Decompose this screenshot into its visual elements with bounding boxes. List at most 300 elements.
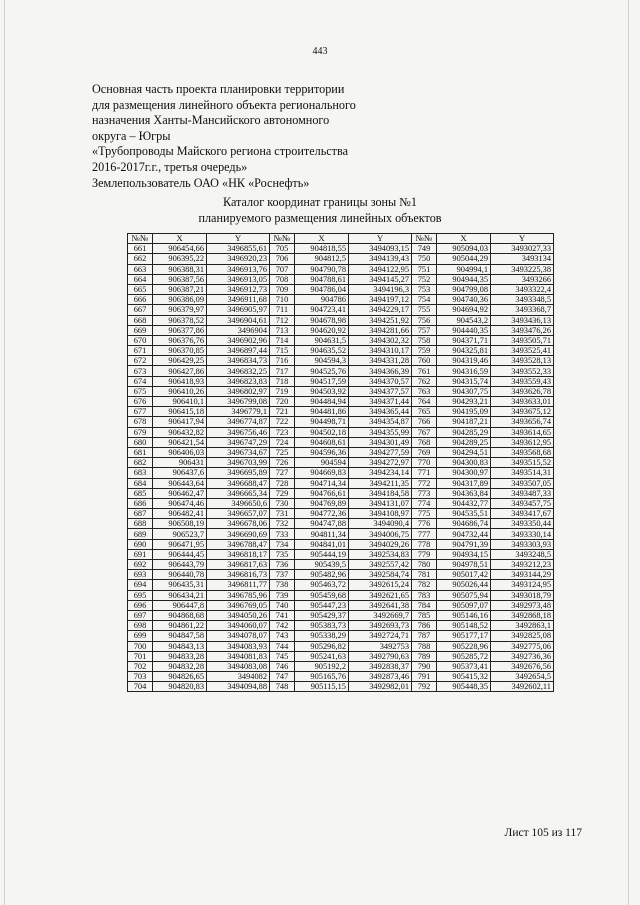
y-coordinate-cell: 3492602,11 (491, 682, 554, 692)
point-number-cell: 734 (270, 539, 295, 549)
y-coordinate-cell: 3496913,05 (207, 274, 270, 284)
y-coordinate-cell: 3496769,05 (207, 600, 270, 610)
point-number-cell: 728 (270, 478, 295, 488)
y-coordinate-cell: 3496799,08 (207, 397, 270, 407)
y-coordinate-cell: 3494211,35 (349, 478, 412, 488)
point-number-cell: 687 (128, 509, 153, 519)
y-coordinate-cell: 3496816,73 (207, 570, 270, 580)
x-coordinate-cell: 904517,59 (295, 376, 349, 386)
x-coordinate-cell: 906482,41 (153, 509, 207, 519)
table-row (128, 651, 554, 661)
y-coordinate-cell: 3496788,47 (207, 539, 270, 549)
y-coordinate-cell: 3494083,93 (207, 641, 270, 651)
y-coordinate-cell: 3493368,7 (491, 305, 554, 315)
point-number-cell: 780 (412, 560, 437, 570)
point-number-cell: 792 (412, 682, 437, 692)
x-coordinate-cell: 904502,18 (295, 427, 349, 437)
x-coordinate-cell: 905017,42 (437, 570, 491, 580)
point-number-cell: 729 (270, 488, 295, 498)
table-row (128, 305, 554, 315)
point-number-cell: 684 (128, 478, 153, 488)
point-number-cell: 741 (270, 610, 295, 620)
y-coordinate-cell: 3496902,96 (207, 335, 270, 345)
x-coordinate-cell: 904669,83 (295, 468, 349, 478)
x-coordinate-cell: 904740,36 (437, 295, 491, 305)
table-row (128, 244, 554, 254)
table-row (128, 509, 554, 519)
y-coordinate-cell: 3494094,88 (207, 682, 270, 692)
x-coordinate-cell: 904747,88 (295, 519, 349, 529)
point-number-cell: 768 (412, 437, 437, 447)
y-coordinate-cell: 3492753 (349, 641, 412, 651)
table-row (128, 672, 554, 682)
x-coordinate-cell: 905094,03 (437, 244, 491, 254)
y-coordinate-cell: 3494090,4 (349, 519, 412, 529)
point-number-cell: 779 (412, 549, 437, 559)
x-coordinate-cell: 904596,36 (295, 447, 349, 457)
point-number-cell: 676 (128, 397, 153, 407)
y-coordinate-cell: 3493212,23 (491, 560, 554, 570)
y-coordinate-cell: 3496904,61 (207, 315, 270, 325)
point-number-cell: 698 (128, 621, 153, 631)
y-coordinate-cell: 3496688,47 (207, 478, 270, 488)
table-row (128, 325, 554, 335)
y-coordinate-cell: 3493626,78 (491, 386, 554, 396)
y-coordinate-cell: 3496695,89 (207, 468, 270, 478)
x-coordinate-cell: 904811,34 (295, 529, 349, 539)
y-coordinate-cell: 3493552,33 (491, 366, 554, 376)
header-line: округа – Югры (92, 128, 171, 143)
table-row (128, 661, 554, 671)
y-coordinate-cell: 3494251,92 (349, 315, 412, 325)
y-coordinate-cell: 3493633,01 (491, 397, 554, 407)
point-number-cell: 736 (270, 560, 295, 570)
table-row (128, 488, 554, 498)
point-number-cell: 750 (412, 254, 437, 264)
y-coordinate-cell: 3493018,79 (491, 590, 554, 600)
y-coordinate-cell: 3496818,17 (207, 549, 270, 559)
y-coordinate-cell: 3496905,97 (207, 305, 270, 315)
table-row (128, 284, 554, 294)
y-coordinate-cell: 3494081,83 (207, 651, 270, 661)
y-coordinate-cell: 3494355,99 (349, 427, 412, 437)
y-coordinate-cell: 3492654,5 (491, 672, 554, 682)
point-number-cell: 672 (128, 356, 153, 366)
header-line: 2016-2017г.г., третья очередь» (92, 159, 248, 174)
y-coordinate-cell: 3494122,95 (349, 264, 412, 274)
y-coordinate-cell: 3494050,26 (207, 610, 270, 620)
y-coordinate-cell: 3496920,23 (207, 254, 270, 264)
point-number-cell: 781 (412, 570, 437, 580)
y-coordinate-cell: 3496756,46 (207, 427, 270, 437)
y-coordinate-cell: 3494277,59 (349, 447, 412, 457)
x-coordinate-cell: 904934,15 (437, 549, 491, 559)
table-row (128, 560, 554, 570)
x-coordinate-cell: 904826,65 (153, 672, 207, 682)
y-coordinate-cell: 3496802,97 (207, 386, 270, 396)
y-coordinate-cell: 3493568,68 (491, 447, 554, 457)
point-number-cell: 670 (128, 335, 153, 345)
table-row (128, 295, 554, 305)
point-number-cell: 690 (128, 539, 153, 549)
point-number-cell: 773 (412, 488, 437, 498)
x-coordinate-cell: 904714,34 (295, 478, 349, 488)
y-coordinate-cell: 3492693,73 (349, 621, 412, 631)
y-coordinate-cell: 3494006,75 (349, 529, 412, 539)
column-header: №№ (128, 234, 153, 244)
y-coordinate-cell: 3496747,29 (207, 437, 270, 447)
point-number-cell: 668 (128, 315, 153, 325)
x-coordinate-cell: 904317,89 (437, 478, 491, 488)
y-coordinate-cell: 3494301,49 (349, 437, 412, 447)
y-coordinate-cell: 3494370,57 (349, 376, 412, 386)
y-coordinate-cell: 3493266 (491, 274, 554, 284)
y-coordinate-cell: 3496913,76 (207, 264, 270, 274)
y-coordinate-cell: 3493225,38 (491, 264, 554, 274)
x-coordinate-cell: 904289,25 (437, 437, 491, 447)
y-coordinate-cell: 3492982,01 (349, 682, 412, 692)
x-coordinate-cell: 904868,68 (153, 610, 207, 620)
y-coordinate-cell: 3494060,07 (207, 621, 270, 631)
point-number-cell: 784 (412, 600, 437, 610)
x-coordinate-cell: 905429,37 (295, 610, 349, 620)
y-coordinate-cell: 3493514,31 (491, 468, 554, 478)
point-number-cell: 679 (128, 427, 153, 437)
point-number-cell: 699 (128, 631, 153, 641)
table-row (128, 468, 554, 478)
point-number-cell: 701 (128, 651, 153, 661)
x-coordinate-cell: 905026,44 (437, 580, 491, 590)
table-row (128, 498, 554, 508)
x-coordinate-cell: 904799,08 (437, 284, 491, 294)
y-coordinate-cell: 3494377,57 (349, 386, 412, 396)
y-coordinate-cell: 3493027,33 (491, 244, 554, 254)
point-number-cell: 714 (270, 335, 295, 345)
y-coordinate-cell: 3496734,67 (207, 447, 270, 457)
y-coordinate-cell: 3496678,06 (207, 519, 270, 529)
x-coordinate-cell: 904440,35 (437, 325, 491, 335)
column-header: Y (207, 234, 270, 244)
y-coordinate-cell: 3492584,74 (349, 570, 412, 580)
x-coordinate-cell: 904769,89 (295, 498, 349, 508)
y-coordinate-cell: 3496823,83 (207, 376, 270, 386)
x-coordinate-cell: 906370,85 (153, 346, 207, 356)
y-coordinate-cell: 3493457,75 (491, 498, 554, 508)
table-row (128, 539, 554, 549)
x-coordinate-cell: 904994,1 (437, 264, 491, 274)
x-coordinate-cell: 904503,92 (295, 386, 349, 396)
y-coordinate-cell: 3492775,06 (491, 641, 554, 651)
y-coordinate-cell: 3494302,32 (349, 335, 412, 345)
x-coordinate-cell: 905192,2 (295, 661, 349, 671)
point-number-cell: 703 (128, 672, 153, 682)
point-number-cell: 764 (412, 397, 437, 407)
x-coordinate-cell: 904608,61 (295, 437, 349, 447)
point-number-cell: 677 (128, 407, 153, 417)
page-number: 443 (312, 46, 328, 57)
x-coordinate-cell: 906443,79 (153, 560, 207, 570)
point-number-cell: 688 (128, 519, 153, 529)
x-coordinate-cell: 906471,95 (153, 539, 207, 549)
x-coordinate-cell: 904861,22 (153, 621, 207, 631)
point-number-cell: 707 (270, 264, 295, 274)
point-number-cell: 721 (270, 407, 295, 417)
point-number-cell: 786 (412, 621, 437, 631)
point-number-cell: 667 (128, 305, 153, 315)
y-coordinate-cell: 3492868,18 (491, 610, 554, 620)
table-row (128, 447, 554, 457)
catalog-title-line-2: планируемого размещения линейных объектов (198, 210, 442, 225)
point-number-cell: 669 (128, 325, 153, 335)
x-coordinate-cell: 906418,93 (153, 376, 207, 386)
table-header-row (128, 234, 554, 244)
x-coordinate-cell: 905482,96 (295, 570, 349, 580)
point-number-cell: 743 (270, 631, 295, 641)
table-body (128, 244, 554, 692)
x-coordinate-cell: 906443,64 (153, 478, 207, 488)
y-coordinate-cell: 3494234,14 (349, 468, 412, 478)
table-row (128, 254, 554, 264)
column-header: №№ (412, 234, 437, 244)
x-coordinate-cell: 904535,51 (437, 509, 491, 519)
point-number-cell: 675 (128, 386, 153, 396)
point-number-cell: 760 (412, 356, 437, 366)
y-coordinate-cell: 3496657,07 (207, 509, 270, 519)
point-number-cell: 783 (412, 590, 437, 600)
point-number-cell: 678 (128, 417, 153, 427)
point-number-cell: 757 (412, 325, 437, 335)
y-coordinate-cell: 3494083,08 (207, 661, 270, 671)
y-coordinate-cell: 3492790,63 (349, 651, 412, 661)
point-number-cell: 691 (128, 549, 153, 559)
point-number-cell: 718 (270, 376, 295, 386)
scan-edge-left (4, 0, 5, 905)
table-row (128, 437, 554, 447)
y-coordinate-cell: 3493525,41 (491, 346, 554, 356)
y-coordinate-cell: 3496811,77 (207, 580, 270, 590)
x-coordinate-cell: 905177,17 (437, 631, 491, 641)
table-row (128, 641, 554, 651)
x-coordinate-cell: 904484,94 (295, 397, 349, 407)
y-coordinate-cell: 3496817,63 (207, 560, 270, 570)
point-number-cell: 682 (128, 458, 153, 468)
point-number-cell: 732 (270, 519, 295, 529)
y-coordinate-cell: 3493134 (491, 254, 554, 264)
point-number-cell: 785 (412, 610, 437, 620)
x-coordinate-cell: 904371,71 (437, 335, 491, 345)
y-coordinate-cell: 3493487,33 (491, 488, 554, 498)
x-coordinate-cell: 904432,77 (437, 498, 491, 508)
x-coordinate-cell: 904594,3 (295, 356, 349, 366)
x-coordinate-cell: 905439,5 (295, 560, 349, 570)
point-number-cell: 774 (412, 498, 437, 508)
x-coordinate-cell: 906429,25 (153, 356, 207, 366)
x-coordinate-cell: 904525,76 (295, 366, 349, 376)
y-coordinate-cell: 3492641,38 (349, 600, 412, 610)
table-row (128, 386, 554, 396)
point-number-cell: 722 (270, 417, 295, 427)
point-number-cell: 778 (412, 539, 437, 549)
point-number-cell: 775 (412, 509, 437, 519)
x-coordinate-cell: 904686,74 (437, 519, 491, 529)
y-coordinate-cell: 3493612,95 (491, 437, 554, 447)
y-coordinate-cell: 3492615,24 (349, 580, 412, 590)
point-number-cell: 713 (270, 325, 295, 335)
x-coordinate-cell: 904481,86 (295, 407, 349, 417)
y-coordinate-cell: 3494310,17 (349, 346, 412, 356)
x-coordinate-cell: 906379,97 (153, 305, 207, 315)
coordinates-table (127, 233, 554, 692)
point-number-cell: 708 (270, 274, 295, 284)
point-number-cell: 696 (128, 600, 153, 610)
x-coordinate-cell: 906462,47 (153, 488, 207, 498)
scan-edge-right (628, 0, 629, 905)
x-coordinate-cell: 906427,86 (153, 366, 207, 376)
point-number-cell: 776 (412, 519, 437, 529)
point-number-cell: 697 (128, 610, 153, 620)
x-coordinate-cell: 904944,35 (437, 274, 491, 284)
point-number-cell: 680 (128, 437, 153, 447)
x-coordinate-cell: 904820,83 (153, 682, 207, 692)
point-number-cell: 751 (412, 264, 437, 274)
y-coordinate-cell: 3496834,73 (207, 356, 270, 366)
catalog-title-line-1: Каталог координат границы зоны №1 (222, 195, 418, 209)
point-number-cell: 740 (270, 600, 295, 610)
point-number-cell: 791 (412, 672, 437, 682)
x-coordinate-cell: 904300,83 (437, 458, 491, 468)
x-coordinate-cell: 906454,66 (153, 244, 207, 254)
header-line: Землепользователь ОАО «НК «Роснефть» (92, 175, 310, 190)
x-coordinate-cell: 904293,21 (437, 397, 491, 407)
point-number-cell: 759 (412, 346, 437, 356)
point-number-cell: 671 (128, 346, 153, 356)
header-line: «Трубопроводы Майского региона строительства (92, 144, 349, 159)
table-row (128, 346, 554, 356)
point-number-cell: 787 (412, 631, 437, 641)
project-header (92, 82, 472, 191)
x-coordinate-cell: 905338,29 (295, 631, 349, 641)
point-number-cell: 752 (412, 274, 437, 284)
x-coordinate-cell: 905447,23 (295, 600, 349, 610)
y-coordinate-cell: 3496855,61 (207, 244, 270, 254)
x-coordinate-cell: 904363,84 (437, 488, 491, 498)
point-number-cell: 694 (128, 580, 153, 590)
x-coordinate-cell: 904766,61 (295, 488, 349, 498)
x-coordinate-cell: 904723,41 (295, 305, 349, 315)
y-coordinate-cell: 3492973,48 (491, 600, 554, 610)
y-coordinate-cell: 3496690,69 (207, 529, 270, 539)
point-number-cell: 739 (270, 590, 295, 600)
y-coordinate-cell: 3494354,87 (349, 417, 412, 427)
point-number-cell: 706 (270, 254, 295, 264)
x-coordinate-cell: 904678,98 (295, 315, 349, 325)
sheet-label: Лист 105 из 117 (504, 827, 582, 839)
y-coordinate-cell: 3492838,37 (349, 661, 412, 671)
y-coordinate-cell: 3494197,12 (349, 295, 412, 305)
table-row (128, 274, 554, 284)
y-coordinate-cell: 3496785,96 (207, 590, 270, 600)
point-number-cell: 664 (128, 274, 153, 284)
x-coordinate-cell: 906447,8 (153, 600, 207, 610)
x-coordinate-cell: 906421,54 (153, 437, 207, 447)
point-number-cell: 661 (128, 244, 153, 254)
point-number-cell: 763 (412, 386, 437, 396)
point-number-cell: 673 (128, 366, 153, 376)
point-number-cell: 730 (270, 498, 295, 508)
x-coordinate-cell: 904325,81 (437, 346, 491, 356)
point-number-cell: 705 (270, 244, 295, 254)
point-number-cell: 777 (412, 529, 437, 539)
point-number-cell: 754 (412, 295, 437, 305)
x-coordinate-cell: 904631,5 (295, 335, 349, 345)
x-coordinate-cell: 906437,6 (153, 468, 207, 478)
point-number-cell: 762 (412, 376, 437, 386)
x-coordinate-cell: 906386,09 (153, 295, 207, 305)
table-row (128, 427, 554, 437)
point-number-cell: 700 (128, 641, 153, 651)
x-coordinate-cell: 906432,82 (153, 427, 207, 437)
y-coordinate-cell: 3496912,73 (207, 284, 270, 294)
y-coordinate-cell: 3492621,65 (349, 590, 412, 600)
x-coordinate-cell: 904294,51 (437, 447, 491, 457)
x-coordinate-cell: 905415,32 (437, 672, 491, 682)
x-coordinate-cell: 904843,13 (153, 641, 207, 651)
x-coordinate-cell: 904319,46 (437, 356, 491, 366)
x-coordinate-cell: 906435,31 (153, 580, 207, 590)
y-coordinate-cell: 3492724,71 (349, 631, 412, 641)
y-coordinate-cell: 3493322,4 (491, 284, 554, 294)
x-coordinate-cell: 904195,09 (437, 407, 491, 417)
y-coordinate-cell: 3494139,43 (349, 254, 412, 264)
y-coordinate-cell: 3496904 (207, 325, 270, 335)
point-number-cell: 683 (128, 468, 153, 478)
point-number-cell: 689 (128, 529, 153, 539)
y-coordinate-cell: 3494366,39 (349, 366, 412, 376)
table-row (128, 417, 554, 427)
x-coordinate-cell: 906431 (153, 458, 207, 468)
y-coordinate-cell: 3493330,14 (491, 529, 554, 539)
column-header: №№ (270, 234, 295, 244)
point-number-cell: 724 (270, 437, 295, 447)
point-number-cell: 666 (128, 295, 153, 305)
table-row (128, 335, 554, 345)
x-coordinate-cell: 906474,46 (153, 498, 207, 508)
point-number-cell: 711 (270, 305, 295, 315)
point-number-cell: 717 (270, 366, 295, 376)
y-coordinate-cell: 3496832,25 (207, 366, 270, 376)
table-row (128, 631, 554, 641)
x-coordinate-cell: 904635,52 (295, 346, 349, 356)
x-coordinate-cell: 906508,19 (153, 519, 207, 529)
table-row (128, 529, 554, 539)
point-number-cell: 767 (412, 427, 437, 437)
y-coordinate-cell: 3493515,52 (491, 458, 554, 468)
column-header: X (153, 234, 207, 244)
point-number-cell: 719 (270, 386, 295, 396)
table-row (128, 356, 554, 366)
y-coordinate-cell: 3496911,68 (207, 295, 270, 305)
y-coordinate-cell: 3492863,1 (491, 621, 554, 631)
table-row (128, 682, 554, 692)
x-coordinate-cell: 906395,22 (153, 254, 207, 264)
y-coordinate-cell: 3494093,15 (349, 244, 412, 254)
x-coordinate-cell: 906444,45 (153, 549, 207, 559)
point-number-cell: 772 (412, 478, 437, 488)
x-coordinate-cell: 906377,86 (153, 325, 207, 335)
point-number-cell: 758 (412, 335, 437, 345)
table-row (128, 590, 554, 600)
x-coordinate-cell: 906440,78 (153, 570, 207, 580)
